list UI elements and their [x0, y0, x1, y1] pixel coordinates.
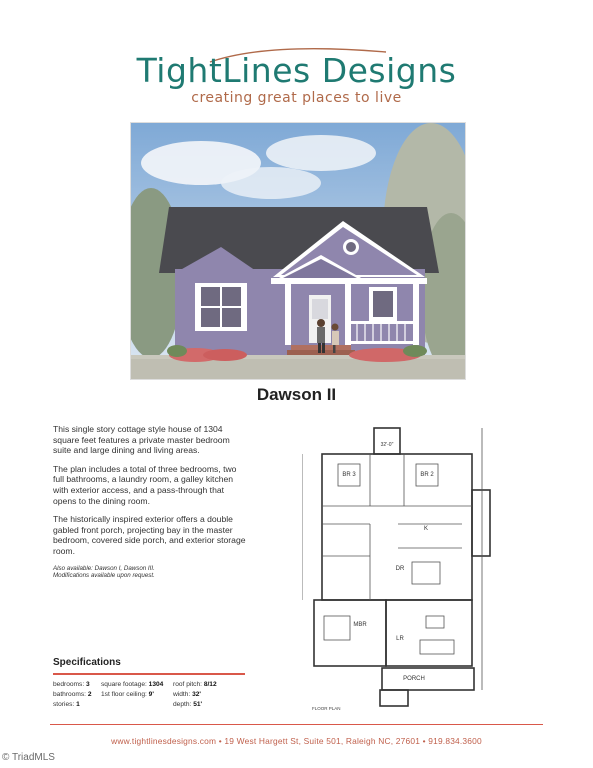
- spec-value: 1304: [148, 681, 164, 688]
- spec-label: depth:: [173, 701, 192, 708]
- room-label-kitchen: K: [423, 526, 429, 532]
- spec-label: width:: [173, 691, 191, 698]
- also-available-note: [53, 565, 249, 580]
- spec-item: [101, 691, 171, 698]
- spec-item: [53, 681, 99, 688]
- spec-item: [173, 681, 245, 688]
- spec-value: 32': [192, 691, 201, 698]
- modifications-text: Modifications available upon request.: [53, 572, 155, 580]
- spec-value: 2: [87, 691, 92, 698]
- room-label-porch: PORCH: [403, 676, 425, 682]
- specifications-grid: [53, 681, 245, 708]
- spec-item: [53, 701, 99, 708]
- description-paragraph: The plan includes a total of three bedrooms, two full bathrooms, a laundry room, a galley kitchen with exterior access, and a pass-through that opens to the dining room.: [53, 463, 237, 506]
- room-label-dining: DR: [395, 566, 405, 572]
- specifications-panel: [53, 657, 245, 708]
- spec-item-empty: [101, 701, 171, 708]
- room-label-br2: BR 2: [420, 472, 434, 478]
- house-rendering-image: [130, 122, 466, 380]
- also-available-text: Also available: Dawson I, Dawson III.: [53, 564, 155, 572]
- plan-title: Dawson II: [256, 385, 337, 404]
- spec-value: 1: [76, 701, 80, 708]
- spec-label: roof pitch:: [173, 681, 202, 688]
- spec-value: 51': [193, 701, 203, 708]
- description-paragraph: This single story cottage style house of 1304 square feet features a private master bedroom suite and large dining and living areas.: [53, 424, 230, 456]
- spec-label: 1st floor ceiling:: [101, 691, 147, 698]
- spec-item: [101, 681, 171, 688]
- floor-plan-drawing: [302, 424, 496, 714]
- logo: [0, 52, 593, 106]
- spec-item: [173, 701, 245, 708]
- spec-item: [173, 691, 245, 698]
- plan-description: [53, 424, 249, 580]
- room-label-living: LR: [396, 636, 404, 642]
- spec-value: 9': [148, 691, 154, 698]
- specifications-heading: Specifications: [53, 657, 121, 668]
- spec-value: 3: [86, 681, 90, 688]
- spec-label: bedrooms:: [53, 681, 85, 688]
- logo-name: TightLines Designs: [136, 51, 457, 90]
- spec-label: bathrooms:: [53, 691, 86, 698]
- footer-contact: www.tightlinesdesigns.com • 19 West Hargett St, Suite 501, Raleigh NC, 27601 • 919.834.3600: [111, 736, 482, 746]
- mls-watermark: © TriadMLS: [2, 752, 55, 763]
- dimension-label: 32'-0": [380, 442, 394, 448]
- specifications-divider: [53, 673, 245, 675]
- room-label-br3: BR 3: [342, 472, 356, 478]
- footer-divider: [50, 724, 543, 725]
- description-paragraph: The historically inspired exterior offers a double gabled front porch, projecting bay in the master bedroom, covered side porch, and exterior storage room.: [53, 514, 246, 556]
- spec-value: 8/12: [203, 681, 217, 688]
- spec-item: [53, 691, 99, 698]
- spec-label: square footage:: [101, 681, 147, 688]
- floor-plan-caption: FLOOR PLAN: [312, 706, 341, 711]
- spec-label: stories:: [53, 701, 75, 708]
- room-label-master: MBR: [353, 622, 367, 628]
- logo-tagline: creating great places to live: [191, 90, 402, 106]
